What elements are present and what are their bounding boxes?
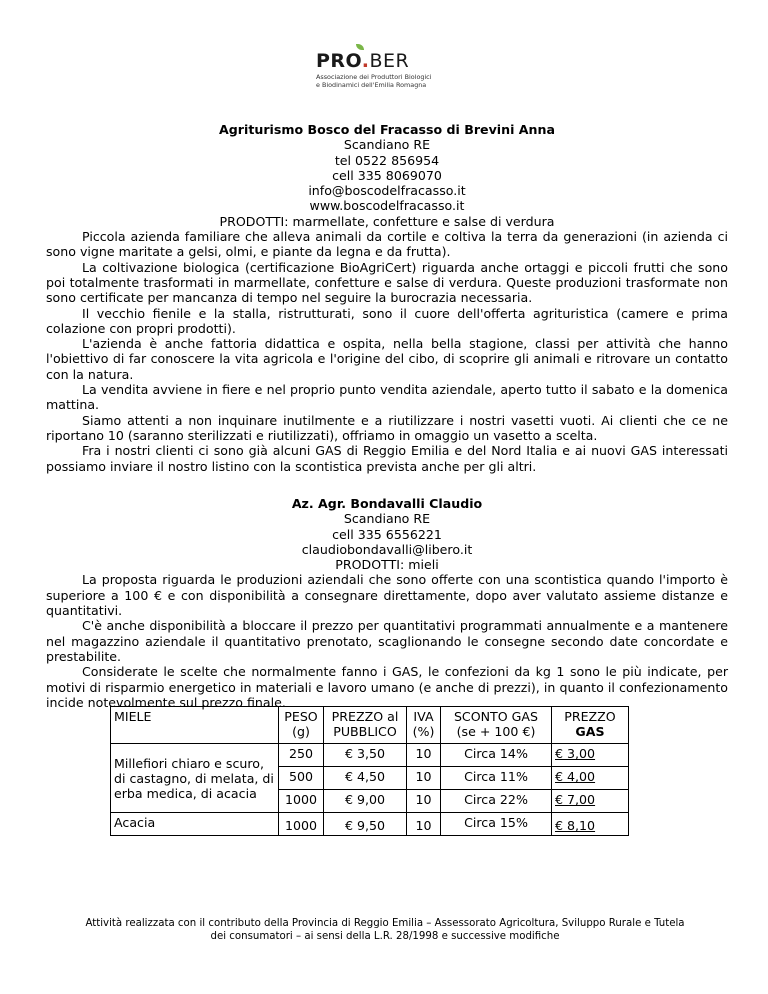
header-prezzo-line1: PREZZO al [331, 709, 399, 724]
farm1-paragraph: La coltivazione biologica (certificazione BioAgriCert) riguarda anche ortaggi e piccoli frutti che sono poi totalmente trasformati in marmellate, confetture e salse di verdura. Queste produzioni trasformate non sono certificate per mancanza di tempo nel seguire la burocrazia necessaria. [46, 259, 728, 306]
farm2-paragraph: La proposta riguarda le produzioni aziendali che sono offerte con una scontistica quando l'importo è superiore a 100 € e con disponibilità a consegnare direttamente, dopo aver valutato assieme distanze e quantitativi. [46, 572, 728, 619]
cell-sconto: Circa 15% [441, 813, 552, 836]
cell-gas: € 3,00 [552, 744, 629, 767]
header-gas-line2: GAS [575, 724, 605, 739]
logo-pro: PRO [316, 50, 362, 72]
logo-dot: . [361, 50, 370, 72]
header-peso-line2: (g) [292, 724, 310, 739]
table-row [111, 744, 629, 767]
farm1-section [46, 122, 728, 474]
farm2-paragraph: C'è anche disponibilità a bloccare il prezzo per quantitativi programmati annualmente e a mantenere nel magazzino aziendale il quantitativo prenotato, scaglionando le consegne secondo date concordate e prestabilite. [46, 618, 728, 664]
farm2-name: Az. Agr. Bondavalli Claudio [291, 496, 483, 511]
farm2-section [46, 496, 728, 710]
header-sconto-line2: (se + 100 €) [456, 724, 536, 739]
farm1-paragraph: La vendita avviene in fiere e nel proprio punto vendita aziendale, aperto tutto il sabato e la domenica mattina. [46, 382, 728, 413]
farm1-products: PRODOTTI: marmellate, confetture e salse di verdura [219, 213, 555, 229]
cell-gas: € 4,00 [552, 767, 629, 790]
cell-sconto: Circa 22% [441, 790, 552, 813]
header-iva [407, 707, 441, 744]
header-peso [279, 707, 324, 744]
logo-wordmark [316, 50, 409, 72]
header-sconto-line1: SCONTO GAS [453, 709, 539, 724]
logo-subtitle-line1: Associazione dei Produttori Biologici [316, 73, 432, 81]
cell-prezzo: € 9,00 [324, 790, 407, 813]
farm2-cell: cell 335 6556221 [332, 526, 442, 542]
cell-sconto: Circa 14% [441, 744, 552, 767]
header-gas-line1: PREZZO [564, 709, 616, 724]
farm1-email[interactable]: info@boscodelfracasso.it [308, 183, 466, 199]
group1-name: Millefiori chiaro e scuro, di castagno, di melata, di erba medica, di acacia [111, 744, 279, 813]
table-header-row [111, 707, 629, 744]
honey-price-table [110, 706, 629, 836]
logo-subtitle-line2: e Biodinamici dell'Emilia Romagna [316, 81, 427, 89]
farm1-location: Scandiano RE [343, 137, 431, 153]
logo-subtitle [316, 73, 431, 89]
farm2-location: Scandiano RE [343, 511, 431, 527]
header-gas [552, 707, 629, 744]
cell-prezzo: € 9,50 [324, 813, 407, 836]
header-prezzo [324, 707, 407, 744]
farm2-products: PRODOTTI: mieli [335, 557, 439, 573]
cell-prezzo: € 4,50 [324, 767, 407, 790]
group2-name: Acacia [111, 813, 279, 836]
header-prezzo-line2: PUBBLICO [333, 724, 397, 739]
header-miele: MIELE [111, 707, 279, 744]
farm2-paragraph: Considerate le scelte che normalmente fanno i GAS, le confezioni da kg 1 sono le più indicate, per motivi di risparmio energetico in materiali e lavoro umano (e anche di prezzi), in quanto il confezionamento incide notevolmente sul prezzo finale. [46, 664, 728, 710]
cell-peso: 500 [279, 767, 324, 790]
prober-logo [312, 50, 452, 100]
farm1-paragraph: L'azienda è anche fattoria didattica e ospita, nella bella stagione, classi per attività che hanno l'obiettivo di far conoscere la vita agricola e l'origine del cibo, di scoprire gli animali e ritrovare un contatto con la natura. [46, 336, 728, 382]
cell-peso: 1000 [279, 813, 324, 836]
footer-note [60, 917, 710, 943]
cell-gas: € 8,10 [552, 813, 629, 836]
farm1-website[interactable]: www.boscodelfracasso.it [309, 198, 465, 214]
cell-gas: € 7,00 [552, 790, 629, 813]
farm1-tel: tel 0522 856954 [334, 152, 440, 168]
logo-ber: BER [369, 50, 410, 72]
farm1-cell: cell 335 8069070 [332, 167, 442, 183]
cell-iva: 10 [407, 744, 441, 767]
footer-line1: Attività realizzata con il contributo della Provincia di Reggio Emilia – Assessorato Agricoltura, Sviluppo Rurale e Tutela [85, 918, 685, 929]
header-iva-line2: (%) [412, 724, 435, 739]
farm2-email[interactable]: claudiobondavalli@libero.it [301, 541, 473, 557]
cell-iva: 10 [407, 790, 441, 813]
table-row [111, 813, 629, 836]
cell-peso: 1000 [279, 790, 324, 813]
footer-line2: dei consumatori – ai sensi della L.R. 28/1998 e successive modifiche [210, 931, 560, 942]
header-peso-line1: PESO [284, 709, 318, 724]
cell-prezzo: € 3,50 [324, 744, 407, 767]
cell-peso: 250 [279, 744, 324, 767]
cell-sconto: Circa 11% [441, 767, 552, 790]
farm1-paragraph: Fra i nostri clienti ci sono già alcuni GAS di Reggio Emilia e del Nord Italia e ai nuovi GAS interessati possiamo inviare il nostro listino con la scontistica prevista anche per gli altri. [46, 443, 728, 474]
farm1-paragraph: Siamo attenti a non inquinare inutilmente e a riutilizzare i nostri vasetti vuoti. Ai clienti che ce ne riportano 10 (saranno sterilizzati e riutilizzati), offriamo in omaggio un vasetto a scelta. [46, 412, 728, 443]
header-sconto [441, 707, 552, 744]
farm1-name: Agriturismo Bosco del Fracasso di Brevini Anna [219, 122, 555, 137]
farm1-paragraph: Il vecchio fienile e la stalla, ristrutturati, sono il cuore dell'offerta agrituristica (camere e prima colazione con propri prodotti). [46, 305, 728, 336]
farm1-paragraph: Piccola azienda familiare che alleva animali da cortile e coltiva la terra da generazioni (in azienda ci sono vigne maritate a gelsi, olmi, e piante da legna e da frutta). [46, 229, 728, 260]
cell-iva: 10 [407, 767, 441, 790]
header-iva-line1: IVA [413, 709, 434, 724]
cell-iva: 10 [407, 813, 441, 836]
